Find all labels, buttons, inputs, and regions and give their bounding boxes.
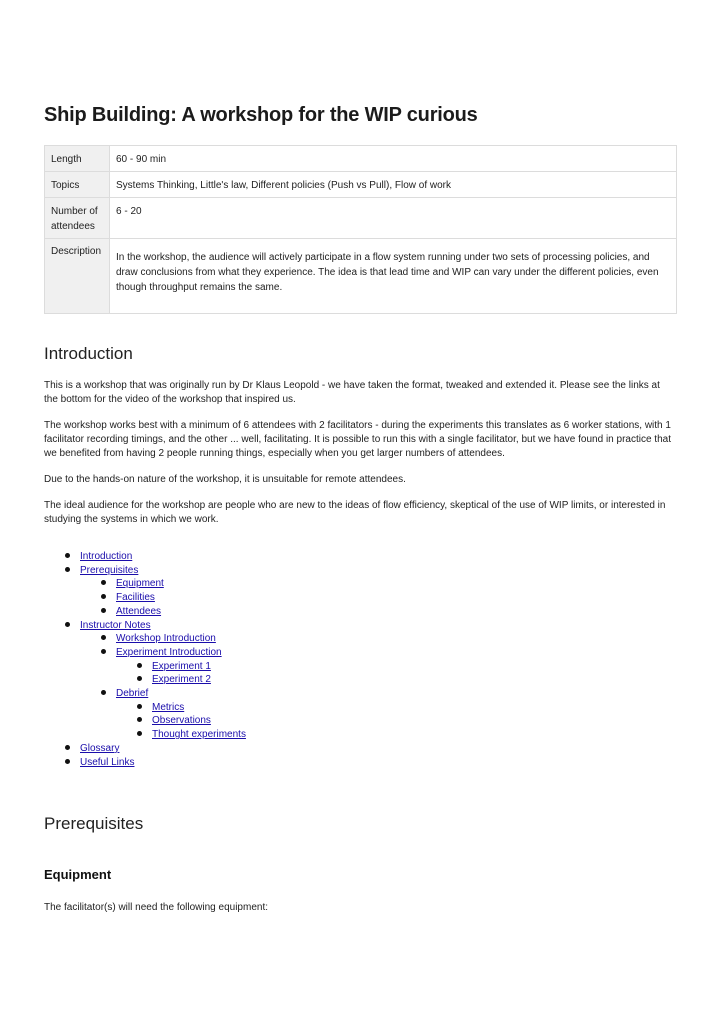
toc-link-debrief[interactable]: Debrief (116, 688, 149, 700)
toc-link-attendees[interactable]: Attendees (116, 605, 162, 617)
length-label: Length (45, 146, 110, 172)
intro-paragraph-2: The workshop works best with a minimum of 6 attendees with 2 facilitators - during the experiments this translates as 6 worker stations, with 1 facilitator recording timings, and the other ... well, facilitating. It is possible to run this with a single facilitator, but we have found in practice that we benefited from having 2 people running things, especially when you get larger numbers of attendees. (44, 420, 671, 459)
prerequisites-heading: Prerequisites (44, 814, 144, 833)
toc-link-thought-experiments[interactable]: Thought experiments (152, 729, 246, 741)
toc-link-useful-links[interactable]: Useful Links (80, 756, 135, 768)
list-item (44, 632, 246, 646)
intro-paragraph-4: The ideal audience for the workshop are people who are new to the ideas of flow efficiency, skeptical of the use of WIP limits, or interested in studying the systems in which we work. (44, 500, 666, 525)
list-item (44, 687, 246, 701)
toc-link-introduction[interactable]: Introduction (80, 551, 133, 562)
toc-link-observations[interactable]: Observations (152, 715, 211, 727)
length-value: 60 - 90 min (110, 146, 677, 172)
topics-label: Topics (45, 172, 110, 198)
table-row (45, 239, 677, 314)
description-value: In the workshop, the audience will actively participate in a flow system running under two sets of processing policies, and draw conclusions from what they experience. The idea is that lead time and WIP can vary under the different policies, even though throughput remains the same. (116, 252, 659, 293)
topics-value: Systems Thinking, Little's law, Different policies (Push vs Pull), Flow of work (110, 172, 677, 198)
list-item (44, 701, 246, 715)
toc-link-workshop-introduction[interactable]: Workshop Introduction (116, 633, 216, 645)
description-cell (110, 239, 677, 314)
intro-paragraph-3: Due to the hands-on nature of the workshop, it is unsuitable for remote attendees. (44, 474, 406, 485)
list-item (44, 756, 246, 770)
table-row (45, 198, 677, 239)
table-row (45, 146, 677, 172)
toc-link-metrics[interactable]: Metrics (152, 701, 185, 713)
introduction-heading: Introduction (44, 344, 133, 363)
list-item (44, 591, 246, 605)
list-item (44, 605, 246, 619)
description-label: Description (45, 239, 110, 314)
toc-link-glossary[interactable]: Glossary (80, 742, 120, 754)
toc-link-instructor-notes[interactable]: Instructor Notes (80, 619, 151, 631)
toc-link-experiment-1[interactable]: Experiment 1 (152, 660, 211, 672)
page-title: Ship Building: A workshop for the WIP curious (44, 104, 478, 126)
equipment-heading: Equipment (44, 867, 112, 882)
list-item (44, 660, 246, 674)
intro-paragraph-1: This is a workshop that was originally run by Dr Klaus Leopold - we have taken the format, tweaked and extended it. Please see the links at the bottom for the video of the workshop that inspired us. (44, 380, 660, 405)
toc-link-experiment-2[interactable]: Experiment 2 (152, 674, 211, 686)
list-item (44, 714, 246, 728)
list-item (44, 619, 246, 633)
list-item (44, 564, 246, 578)
list-item (44, 742, 246, 756)
toc-link-equipment[interactable]: Equipment (116, 578, 164, 590)
table-of-contents (44, 550, 246, 769)
toc-link-facilities[interactable]: Facilities (116, 592, 155, 604)
list-item (44, 577, 246, 591)
attendees-value: 6 - 20 (110, 198, 677, 239)
toc-link-prerequisites[interactable]: Prerequisites (80, 564, 139, 576)
table-row (45, 172, 677, 198)
toc-link-experiment-introduction[interactable]: Experiment Introduction (116, 646, 222, 658)
list-item (44, 646, 246, 660)
equipment-paragraph: The facilitator(s) will need the following equipment: (44, 902, 268, 913)
list-item (44, 673, 246, 687)
list-item (44, 728, 246, 742)
attendees-label: Number of attendees (45, 198, 110, 239)
list-item (44, 550, 246, 564)
workshop-info-table (44, 145, 677, 314)
